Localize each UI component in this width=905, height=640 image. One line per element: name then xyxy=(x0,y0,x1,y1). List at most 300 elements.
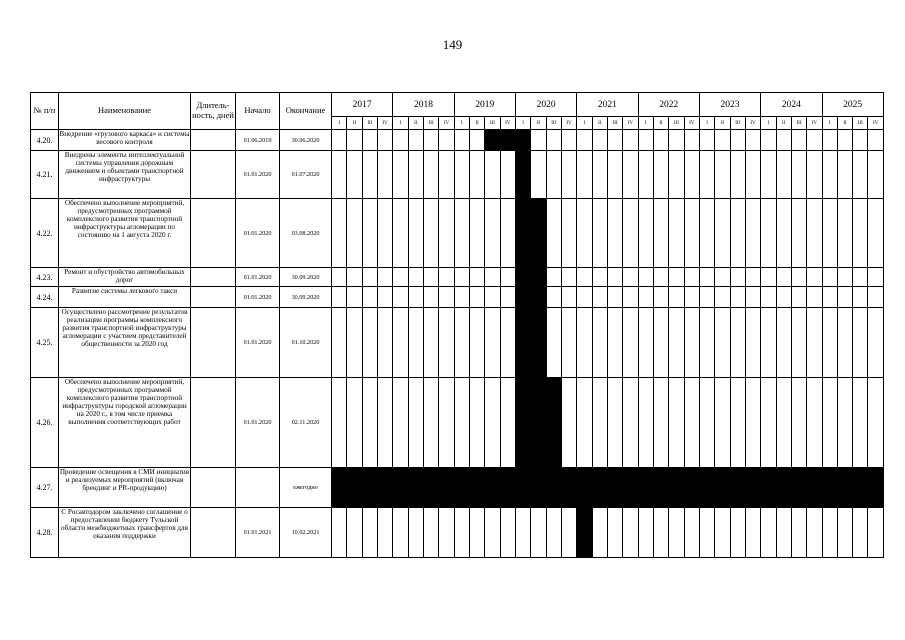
quarter-cell xyxy=(807,378,822,468)
cell-start: 01.01.2020 xyxy=(236,308,280,378)
quarter-cell xyxy=(607,268,622,287)
cell-duration xyxy=(191,130,236,151)
gantt-bar-cell xyxy=(515,199,530,268)
gantt-bar-cell xyxy=(454,468,469,508)
quarter-cell xyxy=(853,308,868,378)
quarter-cell xyxy=(807,268,822,287)
quarter-cell xyxy=(469,308,484,378)
gantt-bar-cell xyxy=(577,468,592,508)
quarter-cell xyxy=(699,130,714,151)
gantt-bar-cell xyxy=(546,378,561,468)
quarter-cell xyxy=(454,287,469,308)
quarter-cell xyxy=(669,151,684,199)
quarter-cell xyxy=(745,287,760,308)
quarter-cell xyxy=(377,130,392,151)
quarter-header: I xyxy=(699,117,714,130)
quarter-cell xyxy=(592,308,607,378)
quarter-cell xyxy=(761,508,776,558)
quarter-cell xyxy=(699,199,714,268)
quarter-cell xyxy=(332,268,347,287)
quarter-cell xyxy=(807,508,822,558)
gantt-bar-cell xyxy=(730,468,745,508)
cell-duration xyxy=(191,508,236,558)
quarter-cell xyxy=(807,199,822,268)
cell-num: 4.23. xyxy=(31,268,59,287)
quarter-cell xyxy=(393,268,408,287)
quarter-header: I xyxy=(393,117,408,130)
gantt-bar-cell xyxy=(377,468,392,508)
quarter-cell xyxy=(807,130,822,151)
quarter-cell xyxy=(837,378,852,468)
quarter-cell xyxy=(653,268,668,287)
quarter-cell xyxy=(408,199,423,268)
quarter-cell xyxy=(454,268,469,287)
gantt-bar-cell xyxy=(853,468,868,508)
quarter-cell xyxy=(454,378,469,468)
cell-end: 01.10.2020 xyxy=(280,308,332,378)
header-end: Окончание xyxy=(280,93,332,130)
quarter-header: IV xyxy=(745,117,760,130)
quarter-header: I xyxy=(638,117,653,130)
quarter-cell xyxy=(776,268,791,287)
quarter-cell xyxy=(745,508,760,558)
quarter-cell xyxy=(500,308,515,378)
quarter-cell xyxy=(577,268,592,287)
quarter-cell xyxy=(561,308,576,378)
quarter-cell xyxy=(362,130,377,151)
quarter-cell xyxy=(715,268,730,287)
gantt-bar-cell xyxy=(607,468,622,508)
year-header: 2023 xyxy=(699,93,760,117)
quarter-cell xyxy=(485,508,500,558)
quarter-cell xyxy=(408,308,423,378)
gantt-bar-cell xyxy=(837,468,852,508)
quarter-cell xyxy=(623,287,638,308)
quarter-header: II xyxy=(531,117,546,130)
quarter-cell xyxy=(454,508,469,558)
quarter-cell xyxy=(423,287,438,308)
gantt-bar-cell xyxy=(531,308,546,378)
quarter-cell xyxy=(607,308,622,378)
quarter-cell xyxy=(607,130,622,151)
quarter-cell xyxy=(791,130,806,151)
quarter-cell xyxy=(592,287,607,308)
quarter-cell xyxy=(377,151,392,199)
quarter-cell xyxy=(745,199,760,268)
gantt-bar-cell xyxy=(561,468,576,508)
quarter-cell xyxy=(485,268,500,287)
gantt-bar-cell xyxy=(715,468,730,508)
quarter-cell xyxy=(592,268,607,287)
quarter-cell xyxy=(485,287,500,308)
cell-end: ежегодно xyxy=(280,468,332,508)
quarter-cell xyxy=(807,151,822,199)
quarter-header: IV xyxy=(439,117,454,130)
quarter-cell xyxy=(837,287,852,308)
quarter-cell xyxy=(684,268,699,287)
quarter-cell xyxy=(791,508,806,558)
quarter-cell xyxy=(699,308,714,378)
gantt-bar-cell xyxy=(807,468,822,508)
quarter-cell xyxy=(439,151,454,199)
quarter-cell xyxy=(791,199,806,268)
quarter-cell xyxy=(439,287,454,308)
quarter-cell xyxy=(837,508,852,558)
year-header: 2021 xyxy=(577,93,638,117)
cell-num: 4.22. xyxy=(31,199,59,268)
quarter-cell xyxy=(776,287,791,308)
quarter-cell xyxy=(730,199,745,268)
gantt-bar-cell xyxy=(500,468,515,508)
quarter-cell xyxy=(653,151,668,199)
quarter-cell xyxy=(669,287,684,308)
quarter-cell xyxy=(623,268,638,287)
quarter-cell xyxy=(439,308,454,378)
quarter-header: IV xyxy=(684,117,699,130)
cell-start xyxy=(236,468,280,508)
quarter-cell xyxy=(868,287,883,308)
quarter-cell xyxy=(393,199,408,268)
quarter-cell xyxy=(868,151,883,199)
quarter-cell xyxy=(561,287,576,308)
quarter-cell xyxy=(561,199,576,268)
quarter-cell xyxy=(730,151,745,199)
quarter-cell xyxy=(853,378,868,468)
quarter-cell xyxy=(347,199,362,268)
quarter-cell xyxy=(868,199,883,268)
quarter-cell xyxy=(745,378,760,468)
quarter-cell xyxy=(730,287,745,308)
quarter-cell xyxy=(469,378,484,468)
quarter-cell xyxy=(699,508,714,558)
quarter-cell xyxy=(469,287,484,308)
quarter-cell xyxy=(791,268,806,287)
quarter-cell xyxy=(347,130,362,151)
year-header: 2017 xyxy=(332,93,393,117)
quarter-cell xyxy=(669,508,684,558)
quarter-cell xyxy=(485,199,500,268)
quarter-cell xyxy=(638,199,653,268)
quarter-header: I xyxy=(761,117,776,130)
table-row xyxy=(31,287,884,308)
quarter-cell xyxy=(730,130,745,151)
gantt-bar-cell xyxy=(515,130,530,151)
cell-duration xyxy=(191,268,236,287)
quarter-cell xyxy=(546,308,561,378)
cell-end: 02.11.2020 xyxy=(280,378,332,468)
quarter-cell xyxy=(377,287,392,308)
quarter-cell xyxy=(761,151,776,199)
quarter-cell xyxy=(592,151,607,199)
quarter-cell xyxy=(715,287,730,308)
quarter-cell xyxy=(699,378,714,468)
quarter-cell xyxy=(853,130,868,151)
quarter-header: IV xyxy=(561,117,576,130)
gantt-bar-cell xyxy=(531,287,546,308)
quarter-cell xyxy=(638,151,653,199)
quarter-cell xyxy=(868,268,883,287)
quarter-cell xyxy=(408,130,423,151)
quarter-cell xyxy=(761,130,776,151)
quarter-cell xyxy=(607,508,622,558)
quarter-header: III xyxy=(485,117,500,130)
quarter-cell xyxy=(653,287,668,308)
cell-end: 10.02.2021 xyxy=(280,508,332,558)
quarter-cell xyxy=(607,378,622,468)
quarter-cell xyxy=(684,130,699,151)
cell-start: 01.01.2020 xyxy=(236,151,280,199)
quarter-cell xyxy=(684,151,699,199)
quarter-cell xyxy=(791,308,806,378)
quarter-cell xyxy=(408,151,423,199)
quarter-cell xyxy=(699,268,714,287)
quarter-cell xyxy=(377,308,392,378)
quarter-cell xyxy=(822,287,837,308)
gantt-bar-cell xyxy=(638,468,653,508)
quarter-cell xyxy=(454,199,469,268)
cell-end: 30.09.2020 xyxy=(280,268,332,287)
gantt-bar-cell xyxy=(423,468,438,508)
quarter-cell xyxy=(837,308,852,378)
quarter-cell xyxy=(439,130,454,151)
quarter-cell xyxy=(500,378,515,468)
quarter-cell xyxy=(377,268,392,287)
quarter-cell xyxy=(730,268,745,287)
quarter-cell xyxy=(669,268,684,287)
quarter-header: IV xyxy=(868,117,883,130)
quarter-cell xyxy=(393,151,408,199)
quarter-cell xyxy=(868,378,883,468)
quarter-cell xyxy=(577,130,592,151)
quarter-cell xyxy=(393,130,408,151)
cell-name: С Росавтодором заключено соглашение о предоставлении бюджету Тульской области межбюджетных трансфертов для оказания поддержки xyxy=(59,508,191,558)
quarter-cell xyxy=(408,287,423,308)
quarter-cell xyxy=(822,199,837,268)
quarter-cell xyxy=(638,130,653,151)
quarter-cell xyxy=(362,508,377,558)
quarter-header: II xyxy=(347,117,362,130)
cell-num: 4.24. xyxy=(31,287,59,308)
gantt-bar-cell xyxy=(546,468,561,508)
quarter-header: II xyxy=(653,117,668,130)
quarter-cell xyxy=(423,268,438,287)
quarter-cell xyxy=(638,378,653,468)
gantt-bar-cell xyxy=(531,378,546,468)
cell-name: Проведение освещения в СМИ инициатив и реализуемых мероприятий (включая брендинг и PR-продукцию) xyxy=(59,468,191,508)
quarter-cell xyxy=(546,268,561,287)
quarter-header: III xyxy=(362,117,377,130)
quarter-cell xyxy=(332,308,347,378)
quarter-cell xyxy=(439,268,454,287)
quarter-cell xyxy=(393,287,408,308)
year-header: 2022 xyxy=(638,93,699,117)
year-header: 2018 xyxy=(393,93,454,117)
quarter-cell xyxy=(531,130,546,151)
cell-name: Внедрение «грузового каркаса» и системы весового контроля xyxy=(59,130,191,151)
gantt-bar-cell xyxy=(439,468,454,508)
quarter-header: II xyxy=(715,117,730,130)
quarter-cell xyxy=(469,151,484,199)
quarter-cell xyxy=(546,287,561,308)
quarter-cell xyxy=(347,287,362,308)
quarter-cell xyxy=(469,199,484,268)
gantt-bar-cell xyxy=(347,468,362,508)
quarter-cell xyxy=(485,151,500,199)
cell-start: 01.01.2020 xyxy=(236,287,280,308)
quarter-cell xyxy=(623,199,638,268)
quarter-header: IV xyxy=(500,117,515,130)
quarter-cell xyxy=(776,508,791,558)
quarter-cell xyxy=(577,151,592,199)
gantt-bar-cell xyxy=(822,468,837,508)
gantt-bar-cell xyxy=(393,468,408,508)
quarter-cell xyxy=(423,130,438,151)
gantt-bar-cell xyxy=(623,468,638,508)
quarter-cell xyxy=(745,151,760,199)
cell-name: Обеспечено выполнение мероприятий, предусмотренных программой комплексного развития транспортной инфраструктуры агломерации по состоянию на 1 августа 2020 г. xyxy=(59,199,191,268)
quarter-cell xyxy=(822,151,837,199)
quarter-header: IV xyxy=(807,117,822,130)
quarter-cell xyxy=(423,508,438,558)
quarter-cell xyxy=(561,508,576,558)
quarter-cell xyxy=(454,151,469,199)
quarter-cell xyxy=(592,130,607,151)
quarter-cell xyxy=(531,508,546,558)
quarter-cell xyxy=(500,287,515,308)
year-header: 2019 xyxy=(454,93,515,117)
quarter-cell xyxy=(776,151,791,199)
quarter-cell xyxy=(776,378,791,468)
cell-name: Внедрены элементы интеллектуальной системы управления дорожным движением и объектами транспортной инфраструктуры xyxy=(59,151,191,199)
gantt-bar-cell xyxy=(515,468,530,508)
quarter-cell xyxy=(531,151,546,199)
year-header: 2020 xyxy=(515,93,576,117)
quarter-cell xyxy=(684,287,699,308)
quarter-cell xyxy=(332,378,347,468)
gantt-bar-cell xyxy=(745,468,760,508)
quarter-cell xyxy=(377,508,392,558)
quarter-header: II xyxy=(776,117,791,130)
header-duration: Длитель-ность, дней xyxy=(191,93,236,130)
quarter-header: I xyxy=(515,117,530,130)
quarter-header: II xyxy=(408,117,423,130)
quarter-cell xyxy=(715,130,730,151)
quarter-cell xyxy=(332,287,347,308)
cell-end: 01.07.2020 xyxy=(280,151,332,199)
gantt-bar-cell xyxy=(515,308,530,378)
year-header: 2025 xyxy=(822,93,883,117)
quarter-cell xyxy=(868,308,883,378)
quarter-cell xyxy=(377,199,392,268)
cell-duration xyxy=(191,287,236,308)
quarter-cell xyxy=(653,308,668,378)
quarter-cell xyxy=(500,151,515,199)
quarter-cell xyxy=(469,268,484,287)
quarter-cell xyxy=(546,151,561,199)
quarter-cell xyxy=(546,508,561,558)
table-row xyxy=(31,468,884,508)
quarter-header: I xyxy=(577,117,592,130)
quarter-cell xyxy=(761,308,776,378)
cell-name: Ремонт и обустройство автомобильных дорог xyxy=(59,268,191,287)
quarter-cell xyxy=(868,130,883,151)
gantt-bar-cell xyxy=(485,468,500,508)
quarter-cell xyxy=(653,378,668,468)
quarter-cell xyxy=(853,151,868,199)
gantt-bar-cell xyxy=(531,199,546,268)
gantt-bar-cell xyxy=(577,508,592,558)
quarter-header: I xyxy=(822,117,837,130)
quarter-cell xyxy=(715,308,730,378)
quarter-cell xyxy=(822,378,837,468)
quarter-cell xyxy=(607,287,622,308)
quarter-cell xyxy=(822,130,837,151)
quarter-cell xyxy=(623,378,638,468)
quarter-cell xyxy=(638,287,653,308)
quarter-header: II xyxy=(592,117,607,130)
quarter-cell xyxy=(761,378,776,468)
quarter-cell xyxy=(423,378,438,468)
gantt-table xyxy=(30,92,884,558)
quarter-cell xyxy=(362,308,377,378)
quarter-cell xyxy=(853,268,868,287)
quarter-cell xyxy=(638,508,653,558)
table-row xyxy=(31,199,884,268)
gantt-bar-cell xyxy=(332,468,347,508)
cell-end: 03.08.2020 xyxy=(280,199,332,268)
quarter-cell xyxy=(822,508,837,558)
quarter-cell xyxy=(807,308,822,378)
quarter-cell xyxy=(561,378,576,468)
quarter-cell xyxy=(730,378,745,468)
gantt-bar-cell xyxy=(362,468,377,508)
quarter-cell xyxy=(684,508,699,558)
gantt-bar-cell xyxy=(592,468,607,508)
quarter-cell xyxy=(776,199,791,268)
table-row xyxy=(31,151,884,199)
quarter-cell xyxy=(500,268,515,287)
cell-name: Обеспечено выполнение мероприятий, предусмотренных программой комплексного развития транспортной инфраструктуры городской агломерации на 2020 г., в том числе приемка выполнения соответствующих работ xyxy=(59,378,191,468)
quarter-cell xyxy=(485,308,500,378)
gantt-bar-cell xyxy=(515,378,530,468)
cell-end: 30.06.2020 xyxy=(280,130,332,151)
year-header: 2024 xyxy=(761,93,822,117)
quarter-cell xyxy=(653,199,668,268)
cell-num: 4.26. xyxy=(31,378,59,468)
header-name: Наименование xyxy=(59,93,191,130)
gantt-bar-cell xyxy=(531,468,546,508)
cell-name: Осуществлено рассмотрение результатов реализации программы комплексного развития транспортной инфраструктуры агломерации с участием представителей общественности за 2020 год xyxy=(59,308,191,378)
quarter-cell xyxy=(577,199,592,268)
quarter-header: III xyxy=(853,117,868,130)
quarter-cell xyxy=(439,378,454,468)
quarter-cell xyxy=(332,199,347,268)
quarter-cell xyxy=(623,508,638,558)
cell-duration xyxy=(191,308,236,378)
quarter-cell xyxy=(500,508,515,558)
quarter-cell xyxy=(592,378,607,468)
quarter-cell xyxy=(393,508,408,558)
cell-num: 4.27. xyxy=(31,468,59,508)
gantt-bar-cell xyxy=(669,468,684,508)
gantt-bar-cell xyxy=(515,151,530,199)
quarter-header: III xyxy=(423,117,438,130)
quarter-cell xyxy=(791,151,806,199)
quarter-cell xyxy=(684,378,699,468)
cell-start: 01.01.2020 xyxy=(236,199,280,268)
quarter-cell xyxy=(791,378,806,468)
cell-end: 30.09.2020 xyxy=(280,287,332,308)
